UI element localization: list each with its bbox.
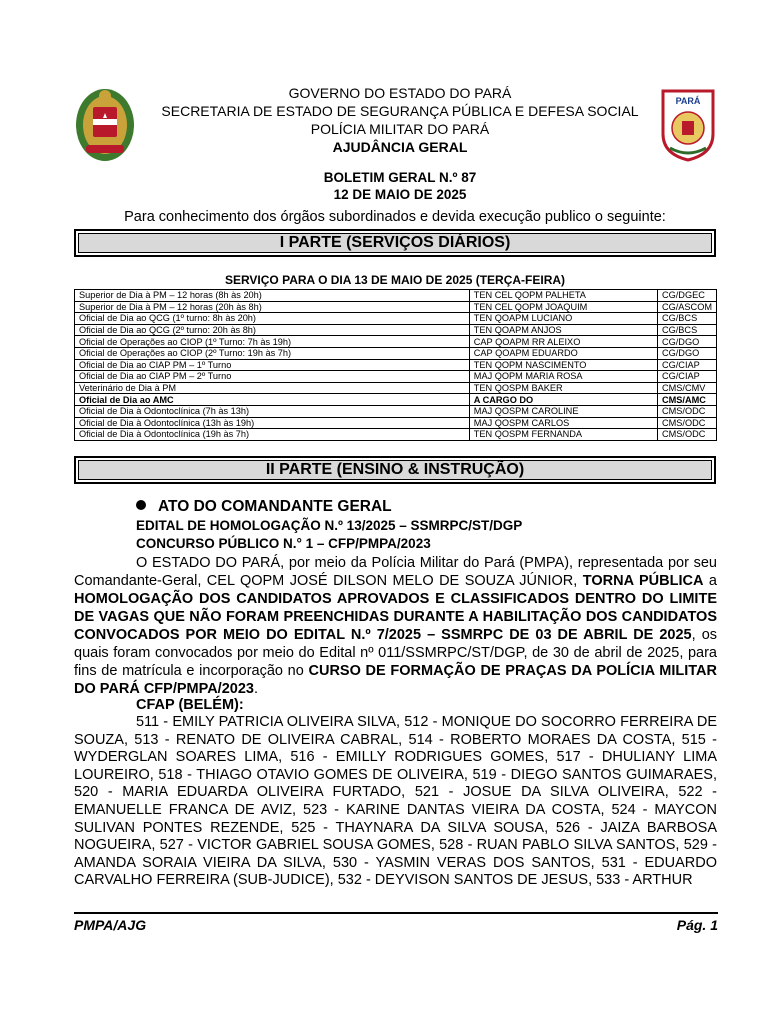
table-row (75, 301, 717, 313)
edict-heading (136, 517, 522, 553)
table-row (75, 359, 717, 371)
unit-cell: CG/CIAP (657, 359, 716, 371)
unit-cell: CG/DGO (657, 347, 716, 359)
officer-cell: TEN QOSPM FERNANDA (469, 429, 657, 441)
page-number: Pág. 1 (676, 917, 718, 933)
table-row (75, 347, 717, 359)
table-row (75, 336, 717, 348)
table-row (75, 394, 717, 406)
paragraph-text-3: , os quais foram convocados por meio do Edital nº 011/SSMRPC/ST/DGP, de 30 de abril de 2025, para fins de matrícula e incorporação no (74, 627, 718, 679)
duty-cell: Oficial de Dia ao AMC (75, 394, 470, 406)
unit-cell: CMS/CMV (657, 382, 716, 394)
unit-cell: CG/ASCOM (657, 301, 716, 313)
paragraph-bold-2: HOMOLOGAÇÃO DOS CANDIDATOS APROVADOS E CLASSIFICADOS DENTRO DO LIMITE DE VAGAS QUE NÃO FORAM PREENCHIDAS DURANTE A HABILITAÇÃO DOS CANDIDATOS CONVOCADOS POR MEIO DO EDITAL N.º 7/2025 – SSMRPC DE 03 DE ABRIL DE 2025 (74, 591, 717, 643)
edict-paragraph (74, 554, 717, 698)
cfap-heading: CFAP (BELÉM): (136, 697, 244, 713)
header-government: GOVERNO DO ESTADO DO PARÁ (288, 85, 512, 101)
header-police: POLÍCIA MILITAR DO PARÁ (310, 121, 490, 137)
act-heading (136, 498, 392, 516)
table-row (75, 417, 717, 429)
candidate-names: 511 - EMILY PATRICIA OLIVEIRA SILVA, 512 - MONIQUE DO SOCORRO FERREIRA DE SOUZA, 513 - RENATO DE OLIVEIRA CABRAL, 514 - ROBERTO MORAES DA COSTA, 515 - WYDERGLAN SOARES LIMA, 516 - EMILLY RODRIGUES GOMES, 517 - DHULIANY LIMA LOUREIRO, 518 - THIAGO OTAVIO GOMES DE OLIVEIRA, 519 - DIEGO SANTOS GUIMARAES, 520 - MARIA EDUARDA OLIVEIRA FURTADO, 521 - JOSUE DA SILVA OLIVEIRA, 522 - EMANUELLE FRANCA DE AVIZ, 523 - KARINE DANTAS VIEIRA DA COSTA, 524 - MAYCON SULIVAN PONTES REZENDE, 525 - THAYNARA DA SILVA SOUSA, 526 - JAIZA BARBOSA NOGUEIRA, 527 - VICTOR GABRIEL SOUSA GOMES, 528 - RUAN PABLO SILVA SANTOS, 529 - AMANDA SORAIA VIEIRA DA SILVA, 530 - YASMIN VERAS DOS SANTOS, 531 - EDUARDO CARVALHO FERREIRA (SUB-JUDICE), 532 - DEYVISON SANTOS DE JESUS, 533 - ARTHUR (74, 714, 717, 889)
officer-cell: TEN QOAPM LUCIANO (469, 313, 657, 325)
paragraph-text-4: . (253, 681, 258, 697)
bullet-icon (136, 500, 146, 510)
unit-cell: CMS/ODC (657, 417, 716, 429)
edict-line-2: CONCURSO PÚBLICO N.° 1 – CFP/PMPA/2023 (136, 536, 431, 551)
edict-line-1: EDITAL DE HOMOLOGAÇÃO N.º 13/2025 – SSMRPC/ST/DGP (136, 518, 523, 533)
table-row (75, 382, 717, 394)
police-shield-icon (660, 88, 716, 162)
header-department: AJUDÂNCIA GERAL (332, 139, 468, 155)
duty-cell: Oficial de Dia à Odontoclínica (19h às 7h) (75, 429, 470, 441)
duty-cell: Superior de Dia à PM – 12 horas (8h às 20h) (75, 290, 470, 302)
table-row (75, 405, 717, 417)
duty-cell: Veterinário de Dia à PM (75, 382, 470, 394)
unit-cell: CG/DGO (657, 336, 716, 348)
bulletin-number: BOLETIM GERAL N.º 87 (323, 170, 477, 185)
officer-cell: TEN QOPM NASCIMENTO (469, 359, 657, 371)
table-row (75, 324, 717, 336)
officer-cell: MAJ QOSPM CAROLINE (469, 405, 657, 417)
police-emblem (660, 88, 716, 162)
document-header (140, 84, 660, 156)
duty-roster-table (74, 289, 717, 441)
part-two-title: II PARTE (ENSINO & INSTRUÇÃO) (74, 456, 716, 484)
duty-cell: Oficial de Operações ao CIOP (2º Turno: 19h às 7h) (75, 347, 470, 359)
officer-cell: CAP QOAPM EDUARDO (469, 347, 657, 359)
service-day-title: SERVIÇO PARA O DIA 13 DE MAIO DE 2025 (TERÇA-FEIRA) (224, 273, 566, 287)
officer-cell: TEN CEL QOPM PALHETA (469, 290, 657, 302)
footer-org: PMPA/AJG (74, 917, 147, 933)
officer-cell: TEN CEL QOPM JOAQUIM (469, 301, 657, 313)
unit-cell: CMS/ODC (657, 429, 716, 441)
duty-cell: Superior de Dia à PM – 12 horas (20h às 8h) (75, 301, 470, 313)
paragraph-bold-1: TORNA PÚBLICA (582, 573, 704, 589)
table-row (75, 313, 717, 325)
officer-cell: TEN QOSPM BAKER (469, 382, 657, 394)
unit-cell: CG/DGEC (657, 290, 716, 302)
duty-cell: Oficial de Dia ao CIAP PM – 2º Turno (75, 371, 470, 383)
paragraph-text-2: a (703, 573, 717, 589)
state-coat-of-arms-icon (74, 85, 136, 165)
part-one-title: I PARTE (SERVIÇOS DIÁRIOS) (74, 229, 716, 257)
unit-cell: CG/BCS (657, 313, 716, 325)
duty-cell: Oficial de Dia ao CIAP PM – 1º Turno (75, 359, 470, 371)
officer-cell: MAJ QOPM MARIA ROSA (469, 371, 657, 383)
officer-cell: A CARGO DO (469, 394, 657, 406)
officer-cell: MAJ QOSPM CARLOS (469, 417, 657, 429)
header-secretariat: SECRETARIA DE ESTADO DE SEGURANÇA PÚBLICA E DEFESA SOCIAL (161, 103, 639, 119)
duty-cell: Oficial de Dia à Odontoclínica (13h às 19h) (75, 417, 470, 429)
footer-divider (74, 912, 718, 914)
unit-cell: CG/CIAP (657, 371, 716, 383)
paragraph-text-1: O ESTADO DO PARÁ, por meio da Polícia Militar do Pará (PMPA), representada por seu Comandante-Geral, CEL QOPM JOSÉ DILSON MELO DE SOUZA JÚNIOR, (74, 555, 717, 589)
duty-cell: Oficial de Dia ao QCG (1º turno: 8h às 20h) (75, 313, 470, 325)
duty-cell: Oficial de Operações ao CIOP (1º Turno: 7h às 19h) (75, 336, 470, 348)
unit-cell: CMS/ODC (657, 405, 716, 417)
bulletin-heading (140, 169, 660, 203)
duty-cell: Oficial de Dia ao QCG (2º turno: 20h às 8h) (75, 324, 470, 336)
duty-cell: Oficial de Dia à Odontoclínica (7h às 13h) (75, 405, 470, 417)
unit-cell: CG/BCS (657, 324, 716, 336)
act-title: ATO DO COMANDANTE GERAL (158, 498, 392, 515)
intro-text: Para conhecimento dos órgãos subordinados e devida execução publico o seguinte: (124, 209, 666, 225)
officer-cell: CAP QOAPM RR ALEIXO (469, 336, 657, 348)
paragraph-bold-3: CURSO DE FORMAÇÃO DE PRAÇAS DA POLÍCIA MILITAR DO PARÁ CFP/PMPA/2023 (74, 663, 717, 697)
bulletin-date: 12 DE MAIO DE 2025 (333, 187, 467, 202)
table-row (75, 429, 717, 441)
candidate-list (74, 714, 717, 890)
officer-cell: TEN QOAPM ANJOS (469, 324, 657, 336)
unit-cell: CMS/AMC (657, 394, 716, 406)
table-row (75, 290, 717, 302)
table-row (75, 371, 717, 383)
emblem-text: PARÁ (675, 96, 701, 106)
